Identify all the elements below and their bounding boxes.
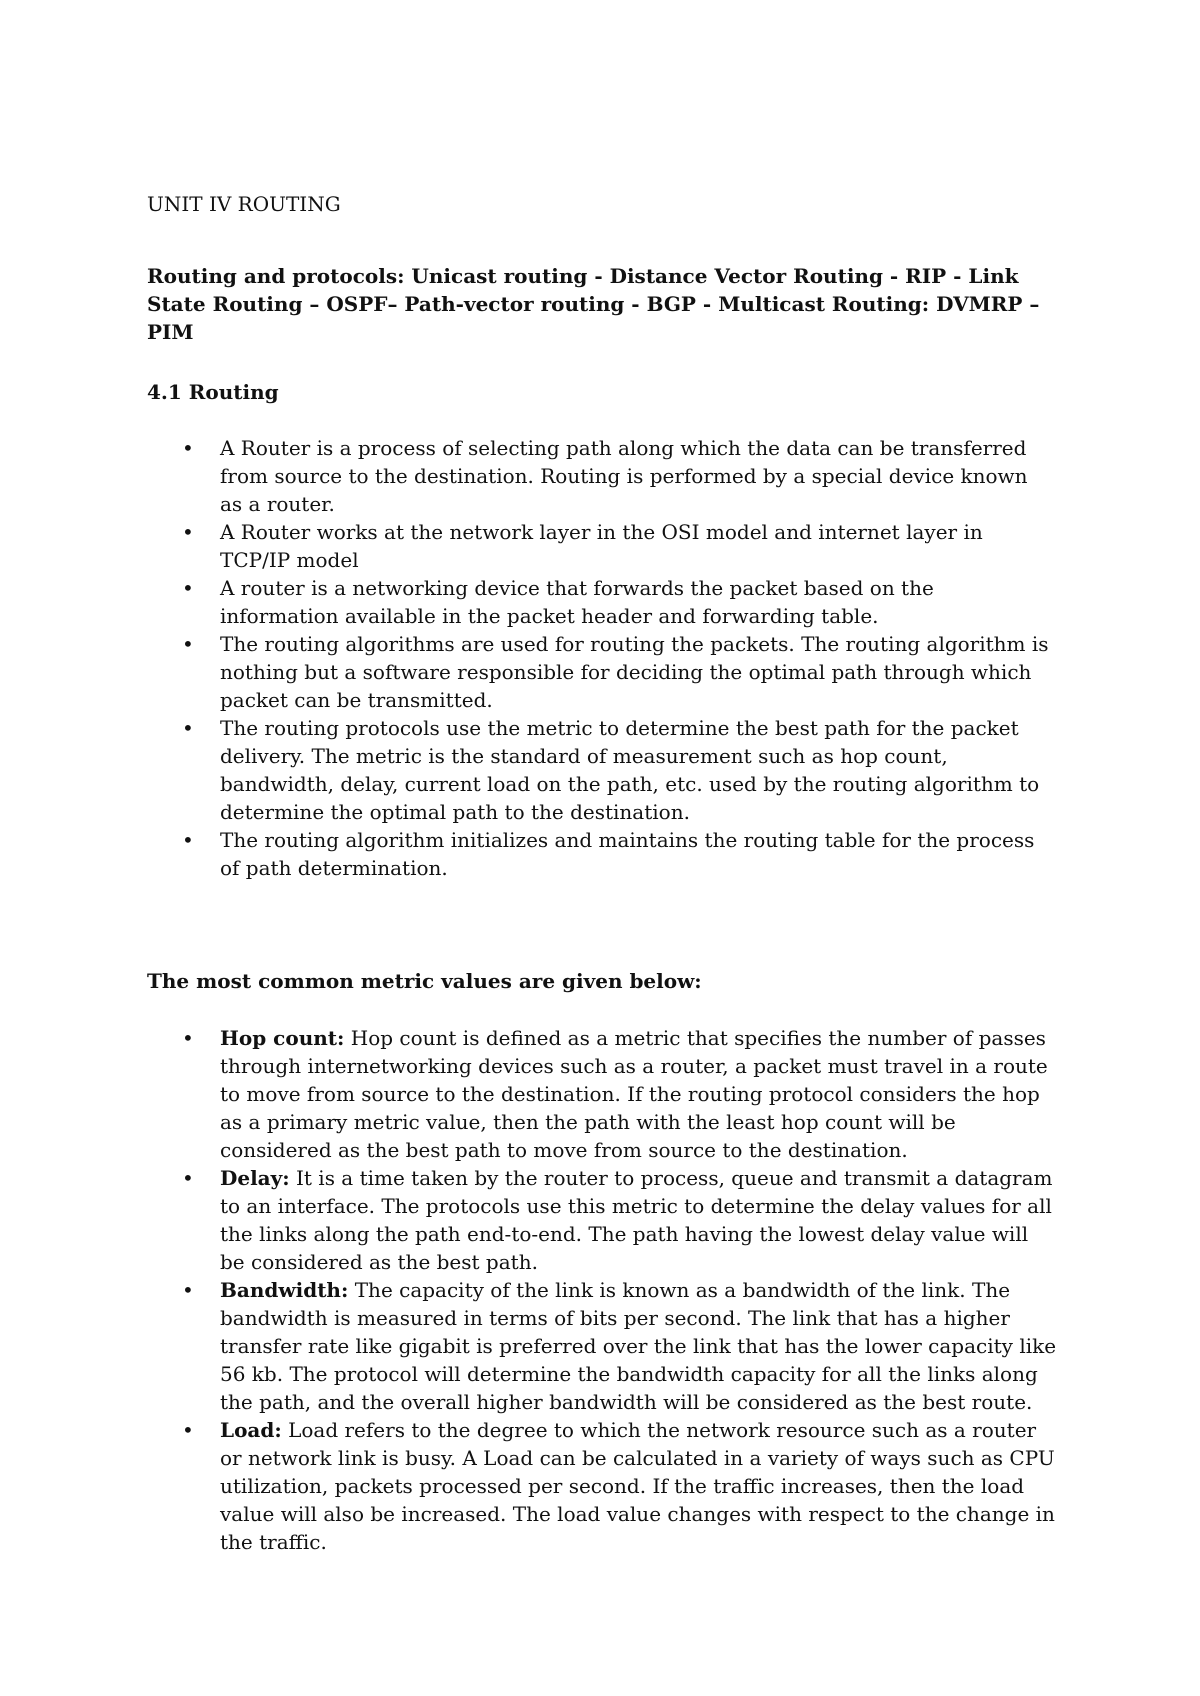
list-item	[147, 1276, 1057, 1416]
metrics-bullet-list	[147, 1024, 1057, 1556]
metrics-heading: The most common metric values are given below:	[147, 969, 702, 993]
list-item	[147, 714, 1052, 826]
bullet-icon: •	[182, 1026, 194, 1050]
metric-term: Hop count:	[220, 1026, 345, 1050]
metric-term: Delay:	[220, 1166, 290, 1190]
bullet-icon: •	[182, 1278, 194, 1302]
bullet-icon: •	[182, 1418, 194, 1442]
list-item	[147, 630, 1052, 714]
syllabus-summary: Routing and protocols: Unicast routing - Distance Vector Routing - RIP - Link State Routing – OSPF– Path-vector routing - BGP - Multicast Routing: DVMRP – PIM	[147, 264, 1040, 344]
list-item-text: The routing algorithm initializes and maintains the routing table for the process of path determination.	[220, 828, 1035, 880]
bullet-icon: •	[182, 520, 194, 544]
metric-description: The capacity of the link is known as a bandwidth of the link. The bandwidth is measured in terms of bits per second. The link that has a higher transfer rate like gigabit is preferred over the link that has the lower capacity like 56 kb. The protocol will determine the bandwidth capacity for all the links along the path, and the overall higher bandwidth will be considered as the best route.	[220, 1278, 1057, 1414]
bullet-icon: •	[182, 436, 194, 460]
list-item-text: A router is a networking device that forwards the packet based on the information available in the packet header and forwarding table.	[220, 576, 934, 628]
metric-description: Load refers to the degree to which the network resource such as a router or network link is busy. A Load can be calculated in a variety of ways such as CPU utilization, packets processed per second. If the traffic increases, then the load value will also be increased. The load value changes with respect to the change in the traffic.	[220, 1418, 1055, 1554]
bullet-icon: •	[182, 716, 194, 740]
list-item-text: The routing algorithms are used for routing the packets. The routing algorithm is nothing but a software responsible for deciding the optimal path through which packet can be transmitted.	[220, 632, 1049, 712]
bullet-icon: •	[182, 1166, 194, 1190]
section-heading-routing: 4.1 Routing	[147, 380, 279, 404]
metric-term: Load:	[220, 1418, 282, 1442]
metric-description: Hop count is defined as a metric that specifies the number of passes through internetworking devices such as a router, a packet must travel in a route to move from source to the destination. If the routing protocol considers the hop as a primary metric value, then the path with the least hop count will be considered as the best path to move from source to the destination.	[220, 1026, 1048, 1162]
list-item	[147, 1416, 1057, 1556]
list-item	[147, 1024, 1057, 1164]
unit-title: UNIT IV ROUTING	[147, 192, 341, 216]
list-item-text: A Router works at the network layer in the OSI model and internet layer in TCP/IP model	[220, 520, 983, 572]
routing-bullet-list	[147, 434, 1052, 882]
list-item-text: A Router is a process of selecting path along which the data can be transferred from source to the destination. Routing is performed by a special device known as a router.	[220, 436, 1028, 516]
bullet-icon: •	[182, 828, 194, 852]
bullet-icon: •	[182, 632, 194, 656]
bullet-icon: •	[182, 576, 194, 600]
list-item	[147, 434, 1052, 518]
list-item	[147, 1164, 1057, 1276]
list-item	[147, 574, 1052, 630]
list-item	[147, 826, 1052, 882]
metric-description: It is a time taken by the router to process, queue and transmit a datagram to an interface. The protocols use this metric to determine the delay values for all the links along the path end-to-end. The path having the lowest delay value will be considered as the best path.	[220, 1166, 1053, 1274]
list-item	[147, 518, 1052, 574]
list-item-text: The routing protocols use the metric to determine the best path for the packet delivery. The metric is the standard of measurement such as hop count, bandwidth, delay, current load on the path, etc. used by the routing algorithm to determine the optimal path to the destination.	[220, 716, 1040, 824]
metric-term: Bandwidth:	[220, 1278, 349, 1302]
